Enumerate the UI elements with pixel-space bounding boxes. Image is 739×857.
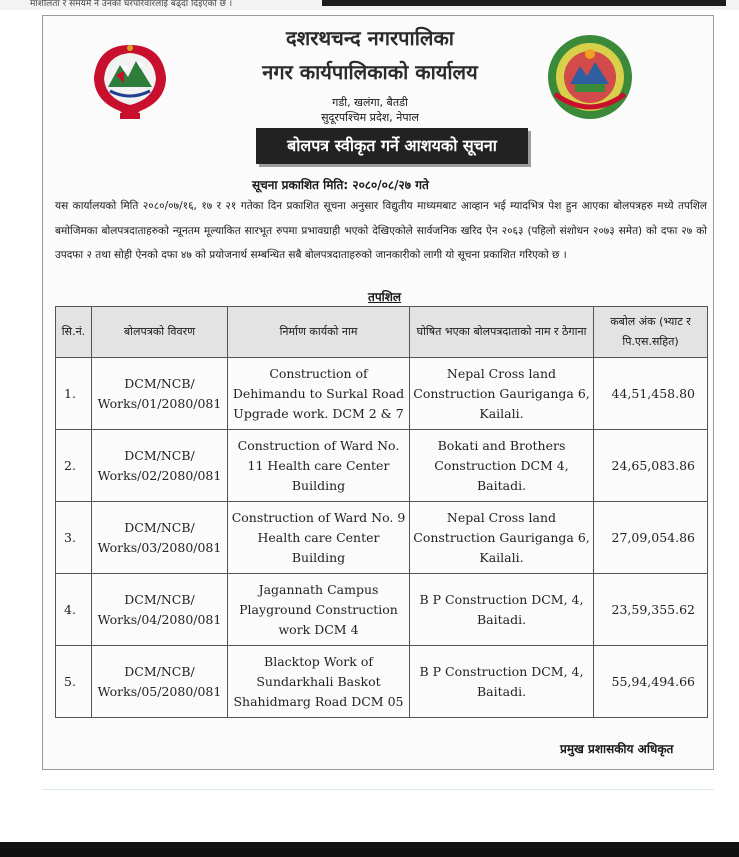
- cell-ref: DCM/NCB/ Works/04/2080/081: [92, 574, 228, 646]
- office-province: सुदूरपश्चिम प्रदेश, नेपाल: [321, 111, 419, 124]
- cell-sn: 4.: [56, 574, 92, 646]
- col-header-ref: बोलपत्रको विवरण: [92, 307, 228, 358]
- municipality-name: दशरथचन्द नगरपालिका: [285, 26, 454, 50]
- cell-sn: 2.: [56, 430, 92, 502]
- table-header-row: [56, 307, 708, 358]
- cell-amount: 23,59,355.62: [594, 574, 708, 646]
- cell-amount: 24,65,083.86: [594, 430, 708, 502]
- cell-sn: 1.: [56, 358, 92, 430]
- signatory-title: प्रमुख प्रशासकीय अधिकृत: [560, 742, 674, 756]
- nepal-government-emblem-icon: [80, 35, 180, 125]
- table-row: [56, 430, 708, 502]
- office-address: गडी, खलंगा, बैतडी: [332, 96, 408, 109]
- cell-work: Blacktop Work of Sundarkhali Baskot Shahidmarg Road DCM 05: [228, 646, 410, 718]
- cell-work: Construction of Ward No. 11 Health care Center Building: [228, 430, 410, 502]
- cell-sn: 5.: [56, 646, 92, 718]
- top-cropped-strip: [0, 0, 739, 10]
- office-name: नगर कार्यपालिकाको कार्यालय: [262, 60, 478, 84]
- table-row: [56, 646, 708, 718]
- col-header-amount: कबोल अंक (भ्याट र पि.एस.सहित): [594, 307, 708, 358]
- cell-amount: 44,51,458.80: [594, 358, 708, 430]
- cell-ref: DCM/NCB/ Works/02/2080/081: [92, 430, 228, 502]
- cell-bidder: Nepal Cross land Construction Gauriganga 6, Kailali.: [410, 358, 594, 430]
- cropped-dark-bar: [322, 0, 726, 6]
- table-row: [56, 502, 708, 574]
- cell-amount: 55,94,494.66: [594, 646, 708, 718]
- publish-date: सूचना प्रकाशित मिति: २०८०/०८/२७ गते: [252, 178, 429, 192]
- table-row: [56, 358, 708, 430]
- cell-bidder: Bokati and Brothers Construction DCM 4, Baitadi.: [410, 430, 594, 502]
- cell-work: Construction of Ward No. 9 Health care Center Building: [228, 502, 410, 574]
- cell-bidder: B P Construction DCM, 4, Baitadi.: [410, 574, 594, 646]
- col-header-sn: सि.नं.: [56, 307, 92, 358]
- cell-work: Jagannath Campus Playground Construction work DCM 4: [228, 574, 410, 646]
- col-header-bidder: घोषित भएका बोलपत्रदाताको नाम र ठेगाना: [410, 307, 594, 358]
- cell-ref: DCM/NCB/ Works/05/2080/081: [92, 646, 228, 718]
- cell-bidder: Nepal Cross land Construction Gauriganga 6, Kailali.: [410, 502, 594, 574]
- notice-title-banner: बोलपत्र स्वीकृत गर्ने आशयको सूचना: [256, 128, 528, 164]
- cropped-text-fragment: माशीलता र समयमै ने उनको घरपरिवारलाई बढ्दा दिइएको छ ।: [30, 0, 233, 9]
- col-header-work: निर्माण कार्यको नाम: [228, 307, 410, 358]
- bid-table: [55, 306, 708, 718]
- divider-line: [42, 789, 714, 790]
- cell-sn: 3.: [56, 502, 92, 574]
- bottom-dark-bar: [0, 842, 739, 857]
- notice-body-text: यस कार्यालयको मिति २०८०/०७/१६, १७ र २१ गतेका दिन प्रकाशित सूचना अनुसार विद्युतीय माध्यमबाट आव्हान भई म्यादभित्र पेश हुन आएका बोलपत्रहरु मध्ये तपशिल बमोजिमका बोलपत्रदाताहरुको न्यूनतम मूल्याकित सारभूत रुपमा प्रभावग्राही भएको देखिएकोले सार्वजनिक खरिद ऐन २०६३ (पहिलो संशोधन २०७३ समेत) को दफा २७ को उपदफा २ तथा सोही ऐनको दफा ४७ को प्रयोजनार्थ सम्बन्धित सबै बोलपत्रदाताहरुको जानकारीको लागी यो सूचना प्रकाशित गरिएको छ ।: [55, 200, 707, 261]
- cell-ref: DCM/NCB/ Works/03/2080/081: [92, 502, 228, 574]
- cell-bidder: B P Construction DCM, 4, Baitadi.: [410, 646, 594, 718]
- schedule-heading: तपशिल: [368, 290, 402, 304]
- table-row: [56, 574, 708, 646]
- cell-work: Construction of Dehimandu to Surkal Road Upgrade work. DCM 2 & 7: [228, 358, 410, 430]
- cell-ref: DCM/NCB/ Works/01/2080/081: [92, 358, 228, 430]
- cell-amount: 27,09,054.86: [594, 502, 708, 574]
